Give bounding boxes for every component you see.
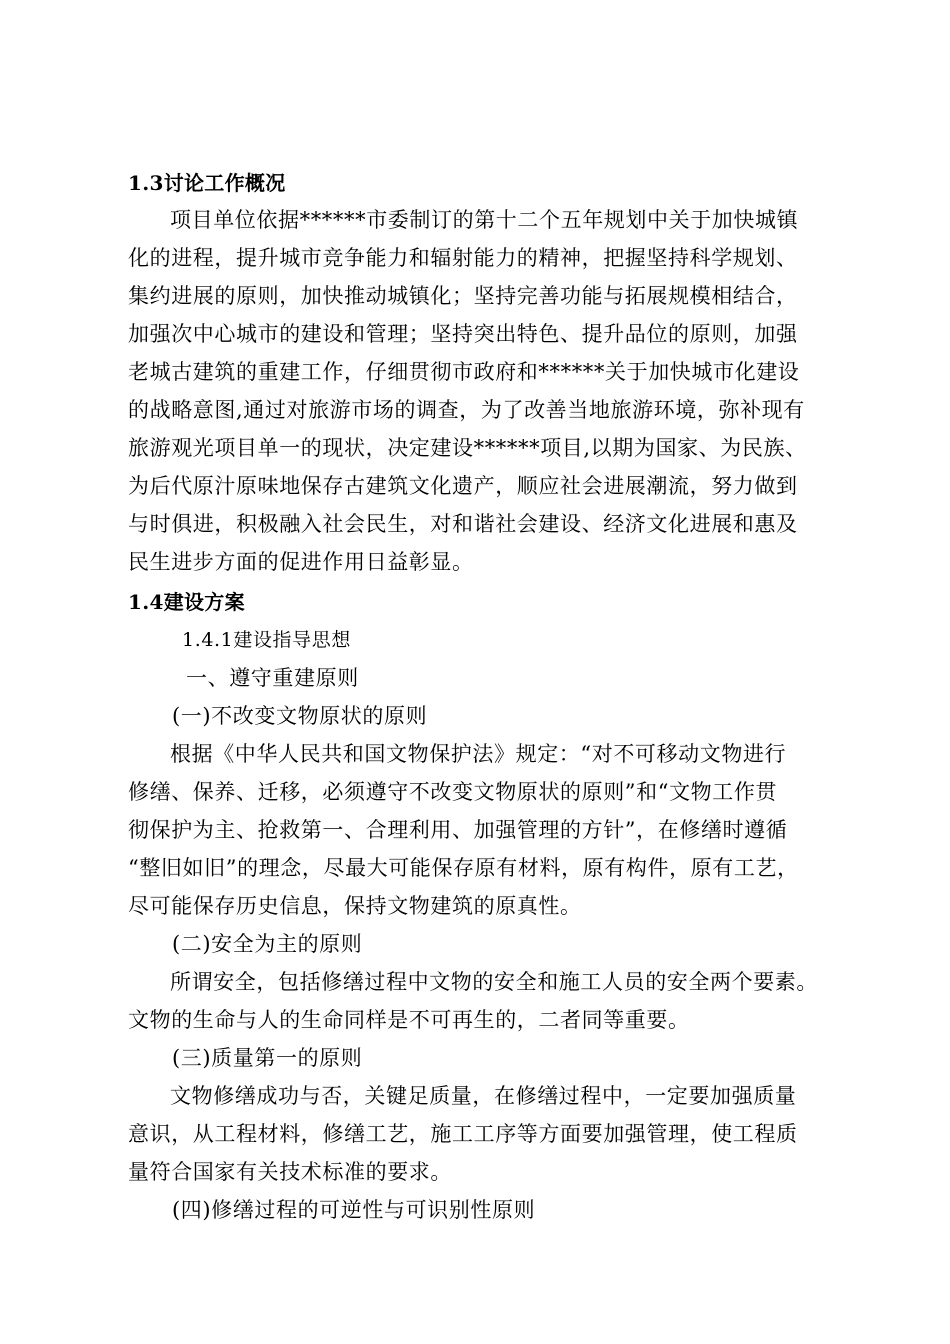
- paragraph-line: “整旧如旧”的理念，尽最大可能保存原有材料，原有构件，原有工艺，: [128, 856, 799, 880]
- paragraph-line: 民生进步方面的促进作用日益彰显。: [128, 550, 474, 574]
- paragraph-line: 尽可能保存历史信息，保持文物建筑的原真性。: [128, 894, 582, 918]
- paragraph-line: 化的进程，提升城市竞争能力和辐射能力的精神，把握坚持科学规划、: [128, 246, 798, 270]
- principle-title: (四)修缮过程的可逆性与可识别性原则: [172, 1198, 536, 1222]
- paragraph-line: 根据《中华人民共和国文物保护法》规定：“对不可移动文物进行: [170, 742, 787, 766]
- paragraph-line: 集约进展的原则，加快推动城镇化；坚持完善功能与拓展规模相结合，: [128, 284, 798, 308]
- paragraph-line: 的战略意图,通过对旅游市场的调查，为了改善当地旅游环境，弥补现有: [128, 398, 805, 422]
- section-heading-1-4: 1.4建设方案: [128, 590, 245, 614]
- paragraph-line: 量符合国家有关技术标准的要求。: [128, 1160, 452, 1184]
- paragraph-line: 意识，从工程材料，修缮工艺，施工工序等方面要加强管理，使工程质: [128, 1122, 798, 1146]
- principle-title: (三)质量第一的原则: [172, 1046, 363, 1070]
- part-heading: 一、遵守重建原则: [186, 666, 359, 690]
- paragraph-line: 修缮、保养、迁移，必须遵守不改变文物原状的原则”和“文物工作贯: [128, 780, 778, 804]
- principle-title: (二)安全为主的原则: [172, 932, 363, 956]
- principle-title: (一)不改变文物原状的原则: [172, 704, 428, 728]
- subsection-heading-1-4-1: 1.4.1建设指导思想: [182, 629, 351, 651]
- paragraph-line: 旅游观光项目单一的现状，决定建设******项目,以期为国家、为民族、: [128, 436, 807, 460]
- paragraph-line: 与时俱进，积极融入社会民生，对和谐社会建设、经济文化进展和惠及: [128, 512, 798, 536]
- paragraph-line: 老城古建筑的重建工作，仔细贯彻市政府和******关于加快城市化建设: [128, 360, 800, 384]
- paragraph-line: 项目单位依据******市委制订的第十二个五年规划中关于加快城镇: [170, 208, 799, 232]
- paragraph-line: 文物的生命与人的生命同样是不可再生的，二者同等重要。: [128, 1008, 690, 1032]
- paragraph-line: 为后代原汁原味地保存古建筑文化遗产，顺应社会进展潮流，努力做到: [128, 474, 798, 498]
- paragraph-line: 加强次中心城市的建设和管理；坚持突出特色、提升品位的原则，加强: [128, 322, 798, 346]
- paragraph-line: 彻保护为主、抢救第一、合理利用、加强管理的方针”，在修缮时遵循: [128, 818, 788, 842]
- section-heading-1-3: 1.3讨论工作概况: [128, 171, 286, 195]
- paragraph-line: 文物修缮成功与否，关键足质量，在修缮过程中，一定要加强质量: [170, 1084, 797, 1108]
- paragraph-line: 所谓安全，包括修缮过程中文物的安全和施工人员的安全两个要素。: [170, 970, 818, 994]
